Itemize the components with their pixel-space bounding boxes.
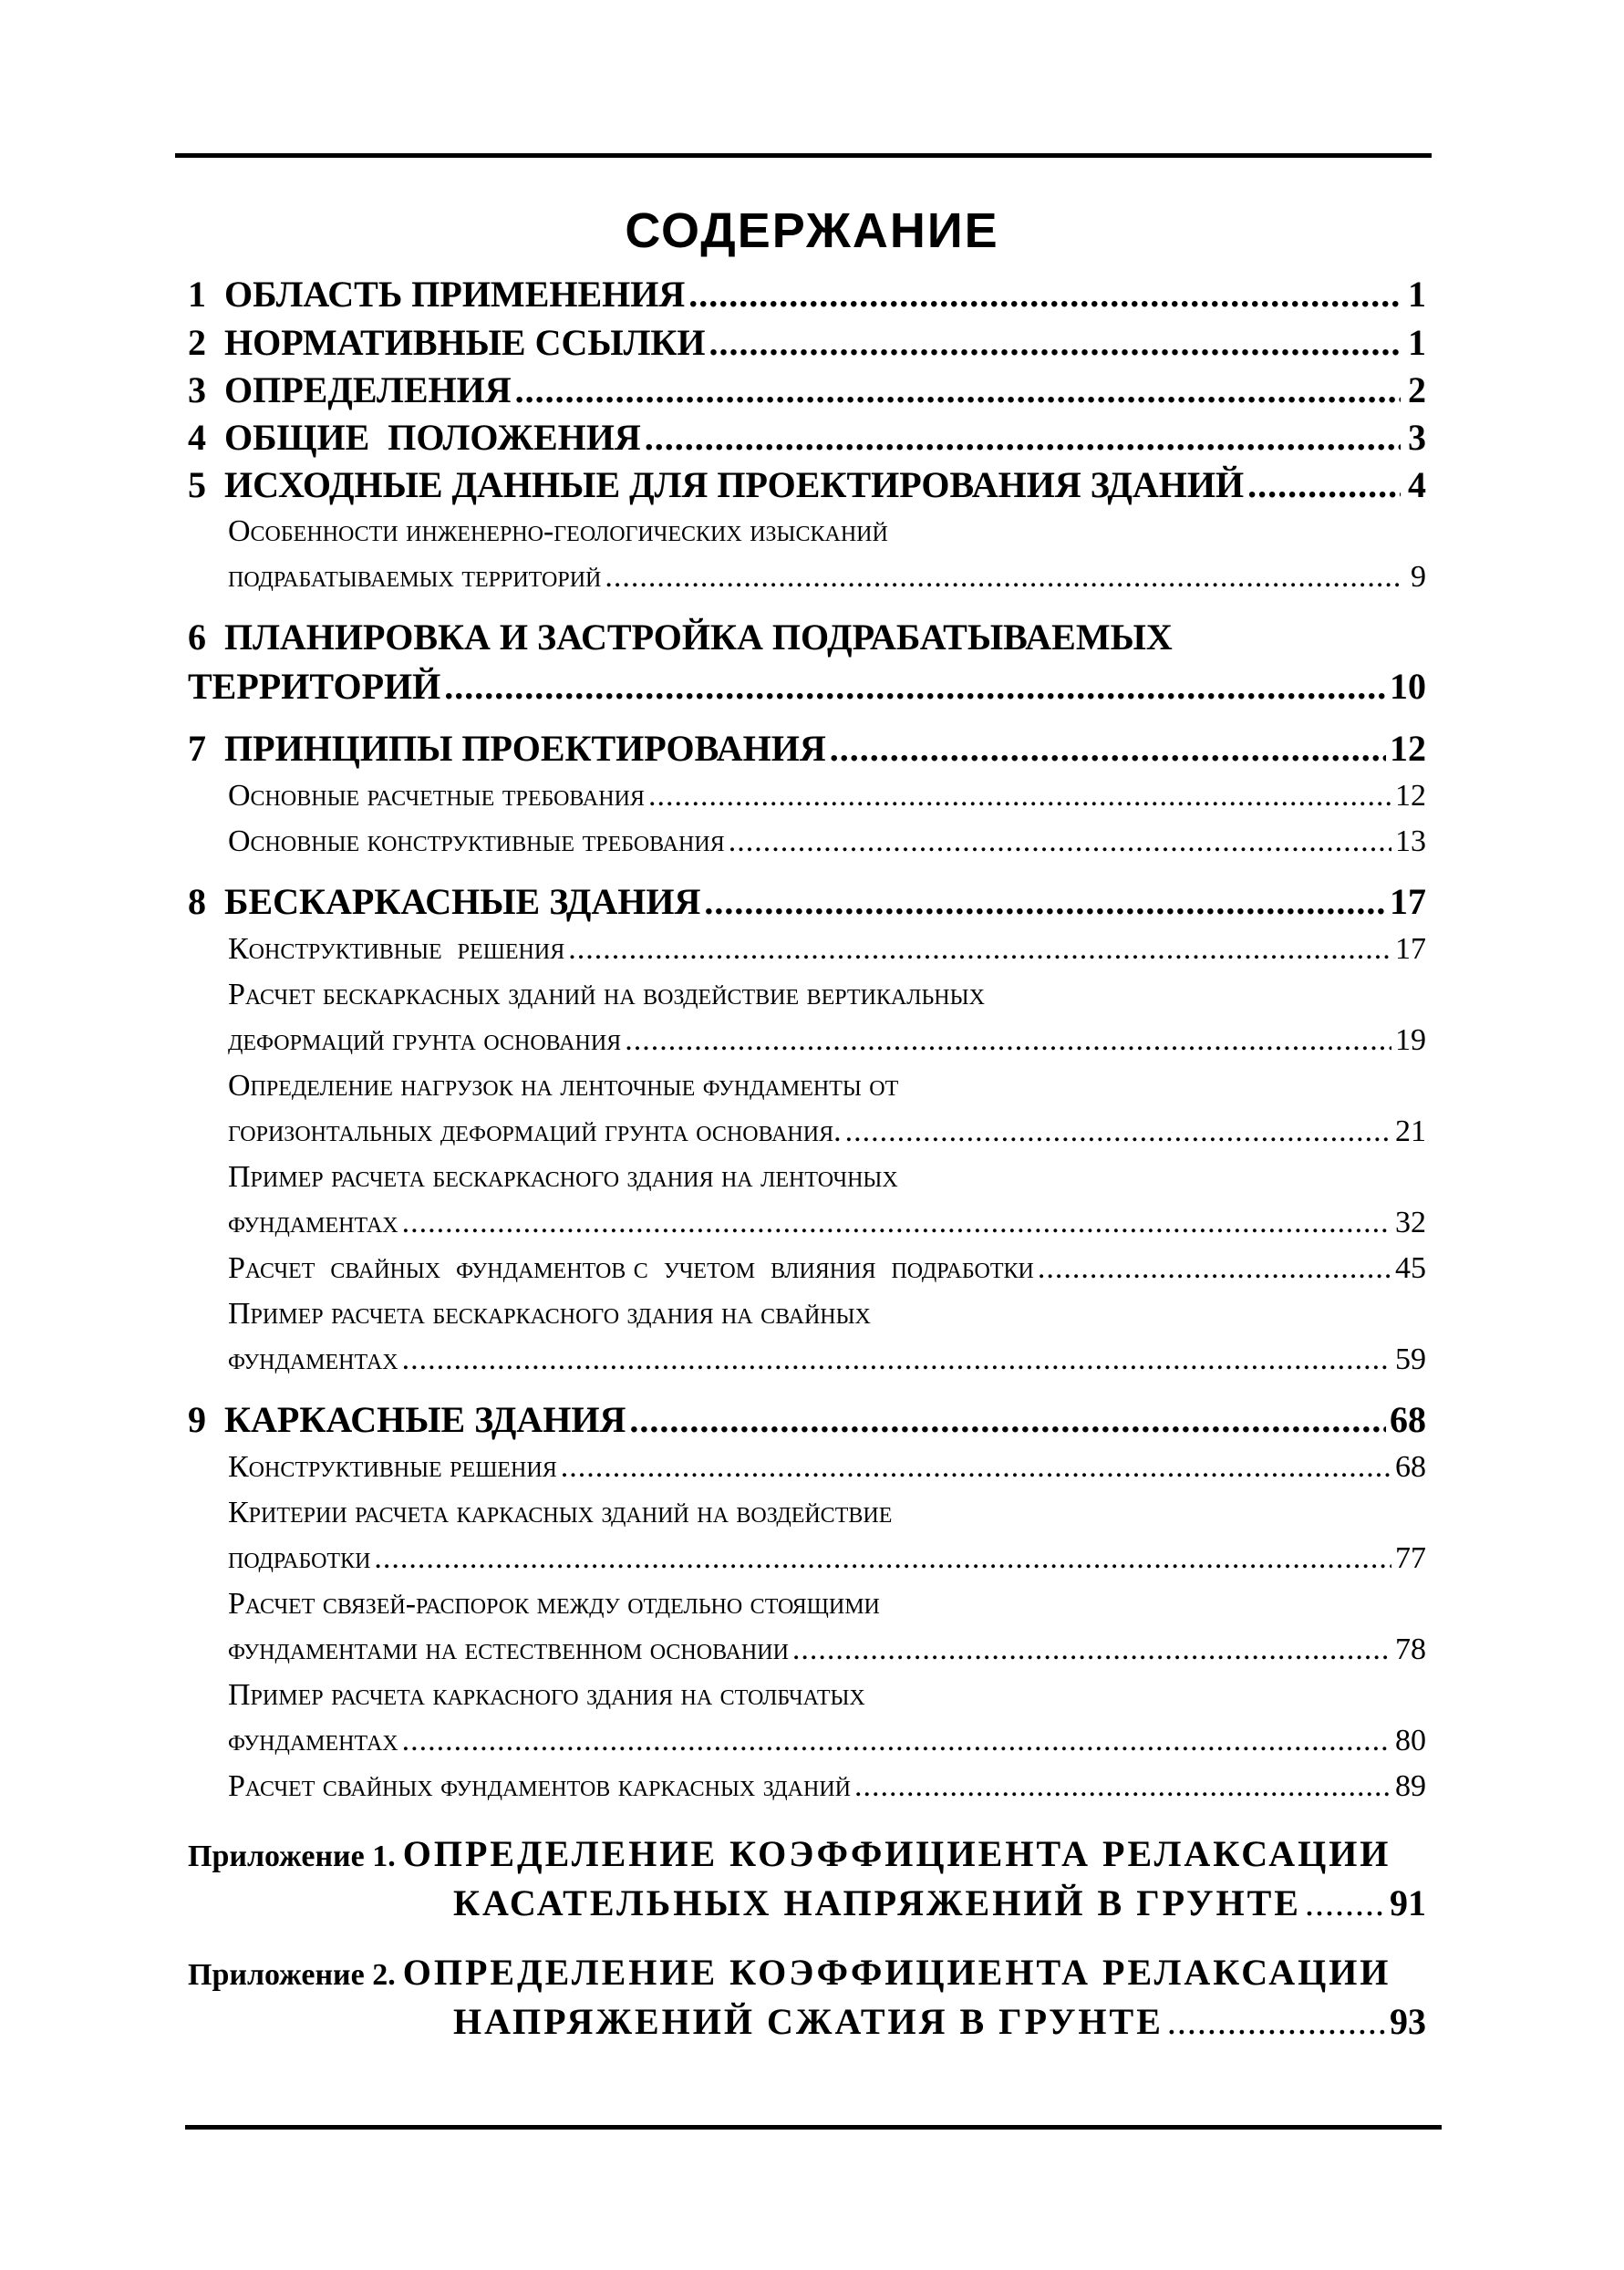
leader-dots	[830, 724, 1386, 773]
toc-subentry-9-5[interactable]	[188, 1764, 1426, 1809]
leader-dots	[402, 1337, 1391, 1383]
toc-subentry-title: Пример расчета бескаркасного здания на свайных	[228, 1297, 871, 1331]
toc-entry-page: 10	[1390, 666, 1426, 707]
toc-entry-page: 4	[1408, 464, 1426, 505]
toc-entry-page: 17	[1390, 881, 1426, 922]
toc-entry-page: 3	[1408, 417, 1426, 458]
leader-dots	[729, 819, 1391, 865]
toc-subentry-title: Расчет связей-распорок между отдельно стоящими	[228, 1587, 880, 1621]
toc-subentry-page: 9	[1411, 560, 1426, 594]
toc-subentry-8-1[interactable]	[188, 927, 1426, 972]
toc-entry-title: ПЛАНИРОВКА И ЗАСТРОЙКА ПОДРАБАТЫВАЕМЫХ	[224, 617, 1173, 658]
toc-subentry-8-5[interactable]	[188, 1246, 1426, 1291]
toc-subentry-7-1[interactable]	[188, 773, 1426, 819]
toc-appendix-2-line1[interactable]	[188, 1948, 1426, 1997]
leader-dots	[561, 1445, 1391, 1490]
toc-subentry-page: 13	[1395, 824, 1426, 858]
toc-subentry-9-4-line1[interactable]	[188, 1673, 1426, 1718]
toc-subentry-9-3-line2[interactable]	[188, 1627, 1426, 1673]
toc-subentry-title: подрабатываемых территорий	[228, 560, 602, 594]
toc-subentry-title: Расчет свайных фундаментов с учетом влияния подработки	[228, 1251, 1034, 1285]
leader-dots	[568, 927, 1391, 972]
toc-entry-title: БЕСКАРКАСНЫЕ ЗДАНИЯ	[224, 881, 701, 922]
toc-subentry-page: 68	[1395, 1450, 1426, 1484]
toc-entry-title: ОБЩИЕ ПОЛОЖЕНИЯ	[224, 417, 641, 458]
toc-subentry-page: 19	[1395, 1023, 1426, 1057]
toc-subentry-page: 21	[1395, 1114, 1426, 1148]
toc-subentry-7-2[interactable]	[188, 819, 1426, 865]
toc-entry-title: ОПРЕДЕЛЕНИЯ	[224, 369, 512, 410]
toc-subentry-8-3-line2[interactable]	[188, 1109, 1426, 1155]
toc-subentry-9-1[interactable]	[188, 1445, 1426, 1490]
toc-subentry-9-2-line2[interactable]	[188, 1536, 1426, 1581]
toc-entry-2[interactable]	[188, 319, 1426, 367]
toc-subentry-page: 12	[1395, 779, 1426, 813]
toc-subentry-title: Конструктивные решения	[228, 932, 565, 966]
toc-subentry-title: фундаментах	[228, 1206, 398, 1239]
toc-entry-4[interactable]	[188, 414, 1426, 461]
toc-appendix-1-line1[interactable]	[188, 1829, 1426, 1879]
leader-dots	[645, 414, 1401, 461]
toc-entry-8[interactable]	[188, 877, 1426, 927]
leader-dots	[1167, 1997, 1386, 2047]
toc-entry-title: ПРИНЦИПЫ ПРОЕКТИРОВАНИЯ	[224, 728, 826, 769]
leader-dots	[402, 1718, 1391, 1764]
toc-subentry-8-6-line1[interactable]	[188, 1291, 1426, 1337]
toc-subentry-title: подработки	[228, 1541, 371, 1575]
toc-entry-5[interactable]	[188, 461, 1426, 509]
leader-dots	[792, 1627, 1391, 1673]
leader-dots	[1305, 1879, 1386, 1928]
appendix-label: Приложение 2.	[188, 1958, 396, 1992]
leader-dots	[704, 877, 1386, 927]
leader-dots	[709, 319, 1401, 367]
toc-entry-3[interactable]	[188, 367, 1426, 414]
toc-subentry-title: Определение нагрузок на ленточные фундаменты от	[228, 1069, 899, 1103]
top-rule	[175, 153, 1432, 158]
leader-dots	[688, 270, 1401, 319]
toc-entry-title: КАРКАСНЫЕ ЗДАНИЯ	[224, 1399, 626, 1440]
toc-subentry-5-1-line2[interactable]	[188, 555, 1426, 600]
toc-subentry-9-2-line1[interactable]	[188, 1490, 1426, 1536]
toc-subentry-title: Основные расчетные требования	[228, 779, 645, 813]
toc-subentry-title: Основные конструктивные требования	[228, 824, 725, 858]
appendix-title: ОПРЕДЕЛЕНИЕ КОЭФФИЦИЕНТА РЕЛАКСАЦИИ	[402, 1833, 1391, 1874]
toc-subentry-title: Пример расчета каркасного здания на столбчатых	[228, 1678, 865, 1712]
toc-subentry-title: фундаментах	[228, 1724, 398, 1757]
toc-subentry-title: Расчет свайных фундаментов каркасных зданий	[228, 1769, 852, 1803]
toc-entry-7[interactable]	[188, 724, 1426, 773]
leader-dots	[629, 1395, 1386, 1445]
appendix-page: 91	[1390, 1882, 1426, 1923]
toc-subentry-8-2-line1[interactable]	[188, 972, 1426, 1018]
leader-dots	[648, 773, 1391, 819]
toc-subentry-8-4-line1[interactable]	[188, 1155, 1426, 1200]
toc-entry-number: 2	[188, 322, 206, 363]
toc-entry-title: НОРМАТИВНЫЕ ССЫЛКИ	[224, 322, 706, 363]
toc-subentry-page: 78	[1395, 1633, 1426, 1666]
appendix-title: ОПРЕДЕЛЕНИЕ КОЭФФИЦИЕНТА РЕЛАКСАЦИИ	[402, 1952, 1391, 1993]
toc-subentry-page: 59	[1395, 1342, 1426, 1376]
toc-entry-page: 12	[1390, 728, 1426, 769]
toc-subentry-8-4-line2[interactable]	[188, 1200, 1426, 1246]
toc-subentry-8-6-line2[interactable]	[188, 1337, 1426, 1383]
leader-dots	[444, 662, 1386, 711]
toc-subentry-5-1-line1[interactable]	[188, 509, 1426, 555]
toc-entry-number: 6	[188, 617, 206, 658]
toc-subentry-title: Конструктивные решения	[228, 1450, 557, 1484]
toc-entry-number: 1	[188, 274, 206, 315]
leader-dots	[1038, 1246, 1391, 1291]
toc-entry-page: 1	[1408, 274, 1426, 315]
toc-entry-title: ТЕРРИТОРИЙ	[188, 666, 441, 707]
toc-subentry-page: 45	[1395, 1251, 1426, 1285]
toc-subentry-title: горизонтальных деформаций грунта основания.	[228, 1114, 842, 1148]
toc-subentry-title: фундаментами на естественном основании	[228, 1633, 789, 1666]
appendix-label: Приложение 1.	[188, 1840, 396, 1873]
toc-entry-page: 68	[1390, 1399, 1426, 1440]
toc-subentry-9-3-line1[interactable]	[188, 1581, 1426, 1627]
toc-appendix-2-line2[interactable]	[188, 1997, 1426, 2047]
appendix-title: КАСАТЕЛЬНЫХ НАПРЯЖЕНИЙ В ГРУНТЕ	[453, 1882, 1301, 1923]
toc-entry-1[interactable]	[188, 270, 1426, 319]
table-of-contents	[188, 270, 1426, 2047]
bottom-rule	[185, 2125, 1442, 2130]
toc-subentry-title: Особенности инженерно-геологических изысканий	[228, 514, 888, 548]
leader-dots	[374, 1536, 1391, 1581]
toc-entry-number: 9	[188, 1399, 206, 1440]
toc-subentry-8-3-line1[interactable]	[188, 1063, 1426, 1109]
toc-entry-6-line1[interactable]	[188, 613, 1426, 662]
toc-entry-number: 5	[188, 464, 206, 505]
leader-dots	[854, 1764, 1391, 1809]
page-title: СОДЕРЖАНИЕ	[625, 203, 999, 258]
toc-entry-title: ОБЛАСТЬ ПРИМЕНЕНИЯ	[224, 274, 686, 315]
leader-dots	[625, 1018, 1391, 1063]
appendix-title: НАПРЯЖЕНИЙ СЖАТИЯ В ГРУНТЕ	[453, 2001, 1164, 2042]
toc-entry-title: ИСХОДНЫЕ ДАННЫЕ ДЛЯ ПРОЕКТИРОВАНИЯ ЗДАНИЙ	[224, 464, 1245, 505]
toc-subentry-title: фундаментах	[228, 1342, 398, 1376]
leader-dots	[515, 367, 1401, 414]
appendix-page: 93	[1390, 2001, 1426, 2042]
leader-dots	[605, 555, 1401, 600]
toc-entry-number: 8	[188, 881, 206, 922]
toc-entry-9[interactable]	[188, 1395, 1426, 1445]
toc-subentry-page: 80	[1395, 1724, 1426, 1757]
toc-subentry-page: 32	[1395, 1206, 1426, 1239]
toc-subentry-title: Критерии расчета каркасных зданий на воздействие	[228, 1496, 893, 1529]
toc-entry-number: 7	[188, 728, 206, 769]
toc-entry-6-line2[interactable]	[188, 662, 1426, 711]
toc-subentry-9-4-line2[interactable]	[188, 1718, 1426, 1764]
toc-appendix-1-line2[interactable]	[188, 1879, 1426, 1928]
leader-dots	[402, 1200, 1391, 1246]
toc-subentry-page: 89	[1395, 1769, 1426, 1803]
toc-entry-number: 4	[188, 417, 206, 458]
toc-entry-page: 1	[1408, 322, 1426, 363]
toc-subentry-title: деформаций грунта основания	[228, 1023, 622, 1057]
toc-subentry-page: 17	[1395, 932, 1426, 966]
toc-subentry-title: Пример расчета бескаркасного здания на ленточных	[228, 1160, 898, 1194]
toc-subentry-8-2-line2[interactable]	[188, 1018, 1426, 1063]
leader-dots	[845, 1109, 1391, 1155]
toc-subentry-title: Расчет бескаркасных зданий на воздействие вертикальных	[228, 978, 985, 1011]
toc-entry-page: 2	[1408, 369, 1426, 410]
toc-entry-number: 3	[188, 369, 206, 410]
leader-dots	[1247, 461, 1401, 509]
toc-subentry-page: 77	[1395, 1541, 1426, 1575]
